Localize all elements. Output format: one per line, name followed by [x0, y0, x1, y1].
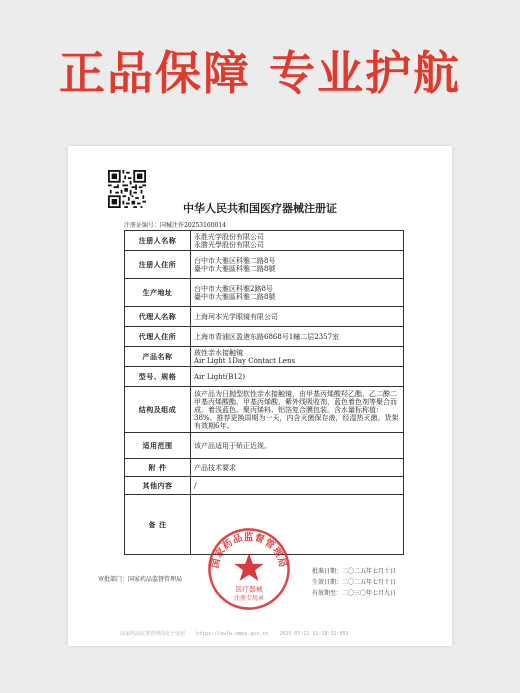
- row-value-line: 臺中市大雅區科雅二路8號: [194, 292, 276, 301]
- row-value-line: Air Light 1Day Contact Lens: [194, 356, 296, 365]
- table-row: [125, 433, 404, 459]
- footer-timestamp: 2025-07-11 11:18:52:053: [279, 631, 349, 637]
- official-seal-icon: [206, 526, 292, 612]
- row-value-line: 上海市青浦区盈港东路6868号1幢二层2357室: [194, 332, 340, 341]
- row-value: [191, 347, 404, 367]
- approver-value: 国家药品监督管理局: [128, 576, 183, 583]
- row-label: 备 注: [125, 495, 191, 555]
- row-value-line: 台中市大雅区科雅二路8号: [194, 256, 276, 265]
- effective-date: 生效日期：二〇二五年七月十日: [312, 579, 397, 586]
- approving-department: [98, 574, 182, 583]
- registration-number-label: 注册证编号：: [124, 222, 161, 229]
- row-value-line: 臺中市大雅區科雅二路8號: [194, 264, 276, 273]
- row-value: [191, 307, 404, 327]
- promo-banner: [0, 0, 520, 140]
- table-row: [125, 387, 404, 433]
- registration-number: [124, 220, 226, 229]
- row-value: [191, 231, 404, 251]
- footer-url: https://zwfw.nmpa.gov.cn: [196, 631, 269, 637]
- row-value: [191, 327, 404, 347]
- svg-text:医疗器械: 医疗器械: [235, 585, 263, 594]
- footer-issuer: 国家药品监督管理局电子证照: [120, 631, 186, 637]
- banner-text: 正品保障 专业护航: [58, 46, 461, 100]
- svg-text:注册专用章: 注册专用章: [233, 594, 265, 602]
- row-label: 其他内容: [125, 477, 191, 495]
- table-row: [125, 459, 404, 477]
- table-row: [125, 367, 404, 387]
- expiry-date: 有效期至：二〇三〇年七月九日: [312, 590, 397, 597]
- table-row: [125, 347, 404, 367]
- table-row: [125, 231, 404, 251]
- row-value-line: 该产品适用于矫正近视。: [194, 441, 271, 450]
- row-value-line: 永勝光學股份有限公司: [194, 240, 264, 249]
- document-title: 中华人民共和国医疗器械注册证: [183, 202, 337, 215]
- row-value: [191, 367, 404, 387]
- table-row: [125, 327, 404, 347]
- row-label: 注册人住所: [125, 251, 191, 279]
- table-row: [125, 307, 404, 327]
- approval-date: 批准日期：二〇二五年七月十日: [312, 568, 397, 575]
- row-value: [191, 387, 404, 433]
- registration-number-value: 国械注许20253160014: [160, 222, 227, 229]
- approver-label: 审批部门：: [98, 576, 129, 583]
- table-row: [125, 279, 404, 307]
- row-value-line: 产品技术要求: [194, 463, 236, 472]
- row-value: [191, 459, 404, 477]
- row-label: 代理人住所: [125, 327, 191, 347]
- row-value: [191, 251, 404, 279]
- svg-text:国家药品监督管理局: 国家药品监督管理局: [209, 531, 289, 570]
- row-label: 产品名称: [125, 347, 191, 367]
- row-value: [191, 279, 404, 307]
- row-label: 适用范围: [125, 433, 191, 459]
- row-value-line: /: [194, 481, 197, 490]
- row-value-line: 台中市大雅区科雅2路8号: [194, 284, 273, 293]
- row-value: [191, 433, 404, 459]
- row-value: [191, 477, 404, 495]
- row-label: 附 件: [125, 459, 191, 477]
- watermark-footer: [120, 630, 420, 637]
- certificate-table: [124, 230, 404, 555]
- dates-block: [312, 566, 396, 599]
- row-label: 注册人名称: [125, 231, 191, 251]
- row-value-line: 玻性亲水接触镜: [194, 348, 243, 357]
- registration-certificate: [68, 146, 452, 646]
- row-value-line: Air Light(B12): [194, 372, 246, 381]
- row-label: 代理人名称: [125, 307, 191, 327]
- row-value-line: 该产品为日抛型软性亲水接触镜，由甲基丙烯酸羟乙酯、乙二醇二甲基丙烯酸酯、甲基丙烯酸、紫外线吸收剂、蓝色着色剂等聚合而成，着浅蓝色。聚丙烯料、铝箔复合膜包装。含水量标称值：38%。推荐更换周期为一天，内含灭菌保存液，经湿热灭菌。货架有效期6年。: [194, 389, 399, 430]
- row-value-line: 永胜光学股份有限公司: [194, 232, 264, 241]
- row-label: 结构及组成: [125, 387, 191, 433]
- row-value-line: 上海珂本光学眼镜有限公司: [194, 312, 278, 321]
- row-label: 生产地址: [125, 279, 191, 307]
- row-label: 型号、规格: [125, 367, 191, 387]
- table-row: [125, 251, 404, 279]
- table-row: [125, 477, 404, 495]
